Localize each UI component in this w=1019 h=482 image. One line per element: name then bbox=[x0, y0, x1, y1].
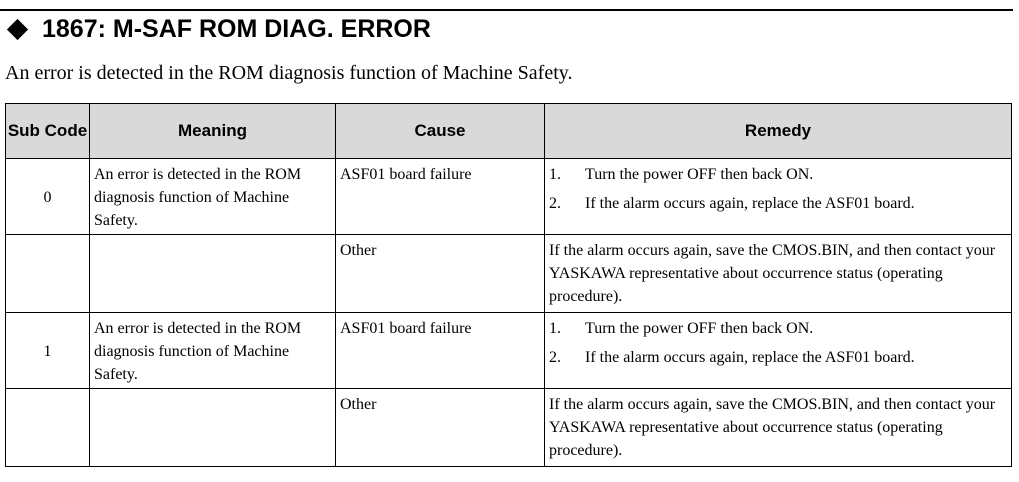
meaning-cell-empty bbox=[90, 235, 336, 313]
table-row bbox=[6, 389, 1012, 467]
table-row bbox=[6, 313, 1012, 389]
step-text: Turn the power OFF then back ON. bbox=[585, 166, 814, 183]
sub-code-cell: 1 bbox=[6, 313, 90, 389]
step-text: Turn the power OFF then back ON. bbox=[585, 320, 814, 337]
remedy-step bbox=[549, 163, 1007, 186]
meaning-cell: An error is detected in the ROM diagnosis function of Machine Safety. bbox=[90, 313, 336, 389]
remedy-cell bbox=[545, 159, 1012, 235]
meaning-cell: An error is detected in the ROM diagnosis function of Machine Safety. bbox=[90, 159, 336, 235]
meaning-cell-empty bbox=[90, 389, 336, 467]
diamond-bullet-icon bbox=[7, 18, 28, 39]
section-heading bbox=[5, 14, 431, 44]
header-cause: Cause bbox=[336, 104, 545, 159]
remedy-cell bbox=[545, 313, 1012, 389]
remedy-cell: If the alarm occurs again, save the CMOS.BIN, and then contact your YASKAWA representative about occurrence status (operating procedure). bbox=[545, 235, 1012, 313]
step-text: If the alarm occurs again, replace the ASF01 board. bbox=[585, 349, 915, 366]
sub-code-cell: 0 bbox=[6, 159, 90, 235]
table-row bbox=[6, 235, 1012, 313]
cause-cell: ASF01 board failure bbox=[336, 313, 545, 389]
step-number: 2. bbox=[549, 349, 561, 366]
header-meaning: Meaning bbox=[90, 104, 336, 159]
remedy-step bbox=[549, 317, 1007, 340]
cause-cell: Other bbox=[336, 235, 545, 313]
top-rule bbox=[0, 9, 1013, 11]
alarm-description: An error is detected in the ROM diagnosis function of Machine Safety. bbox=[5, 62, 573, 84]
table-row bbox=[6, 159, 1012, 235]
alarm-table bbox=[5, 103, 1012, 467]
step-number: 1. bbox=[549, 166, 561, 183]
step-text: If the alarm occurs again, replace the ASF01 board. bbox=[585, 195, 915, 212]
step-number: 2. bbox=[549, 195, 561, 212]
remedy-step bbox=[549, 192, 1007, 215]
cause-cell: ASF01 board failure bbox=[336, 159, 545, 235]
remedy-step bbox=[549, 346, 1007, 369]
sub-code-cell-empty bbox=[6, 235, 90, 313]
header-sub-code: Sub Code bbox=[6, 104, 90, 159]
header-remedy: Remedy bbox=[545, 104, 1012, 159]
step-number: 1. bbox=[549, 320, 561, 337]
cause-cell: Other bbox=[336, 389, 545, 467]
remedy-cell: If the alarm occurs again, save the CMOS.BIN, and then contact your YASKAWA representative about occurrence status (operating procedure). bbox=[545, 389, 1012, 467]
table-header-row bbox=[6, 104, 1012, 159]
alarm-title: 1867: M-SAF ROM DIAG. ERROR bbox=[42, 15, 431, 43]
sub-code-cell-empty bbox=[6, 389, 90, 467]
